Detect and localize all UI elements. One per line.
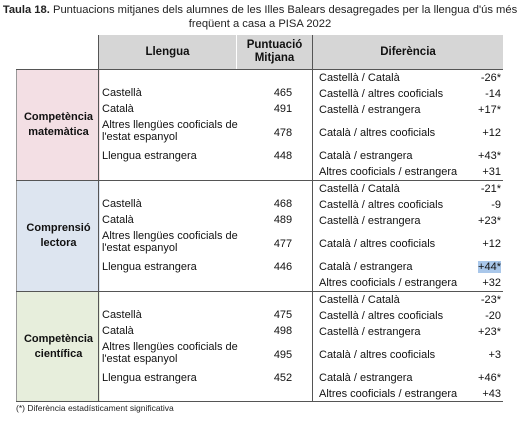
- mean-score: 475: [273, 309, 293, 321]
- difference-label: Català / estrangera: [319, 261, 413, 273]
- language-name: Castellà: [102, 198, 142, 210]
- language-name: Llengua estrangera: [102, 261, 197, 273]
- difference-value: +17*: [478, 104, 501, 116]
- difference-value: -9: [491, 199, 501, 211]
- table-title: Puntuacions mitjanes dels alumnes de les Illes Balears desagregades per la llengua d'ús més freqüent a casa a PISA 2022: [52, 4, 518, 30]
- difference-value: +23*: [478, 215, 501, 227]
- section-1: [16, 70, 503, 180]
- language-name: Altres llengües cooficials de l'estat espanyol: [102, 119, 238, 143]
- difference-label: Castellà / Català: [319, 294, 400, 306]
- difference-label: Català / estrangera: [319, 150, 413, 162]
- difference-label: Castellà / estrangera: [319, 215, 421, 227]
- difference-value: +32: [482, 277, 501, 289]
- language-name: Castellà: [102, 309, 142, 321]
- language-name: Català: [102, 325, 134, 337]
- difference-value: +44*: [478, 261, 501, 273]
- difference-value: +3: [488, 349, 501, 361]
- table-rule: [98, 35, 99, 401]
- difference-value: -21*: [480, 183, 501, 195]
- difference-value: +23*: [478, 326, 501, 338]
- difference-label: Català / estrangera: [319, 372, 413, 384]
- mean-score: 452: [273, 372, 293, 384]
- table-caption: [0, 3, 520, 31]
- footnote: (*) Diferència estadísticament significativa: [16, 403, 174, 413]
- difference-value: +31: [482, 166, 501, 178]
- difference-value: -26*: [480, 72, 501, 84]
- header-score: Puntuació Mitjana: [237, 35, 312, 69]
- mean-score: 498: [273, 325, 293, 337]
- mean-score: 446: [273, 261, 293, 273]
- section-2: [16, 181, 503, 291]
- difference-value: +46*: [478, 372, 501, 384]
- difference-label: Català / altres cooficials: [319, 127, 436, 139]
- table-rule: [16, 401, 503, 402]
- section-label: Competència matemàtica: [16, 70, 100, 180]
- section-3: [16, 292, 503, 402]
- difference-label: Altres cooficials / estrangera: [319, 166, 458, 178]
- language-name: Altres llengües cooficials de l'estat espanyol: [102, 341, 238, 365]
- table-rule: [16, 180, 503, 181]
- difference-label: Altres cooficials / estrangera: [319, 277, 458, 289]
- mean-score: 495: [273, 349, 293, 361]
- difference-value: +12: [482, 238, 501, 250]
- language-name: Català: [102, 103, 134, 115]
- language-name: Català: [102, 214, 134, 226]
- difference-label: Català / altres cooficials: [319, 349, 436, 361]
- difference-value: +43*: [478, 150, 501, 162]
- difference-value: -20: [485, 310, 501, 322]
- mean-score: 477: [273, 238, 293, 250]
- section-label: Competència científica: [16, 292, 100, 402]
- difference-label: Castellà / altres cooficials: [319, 310, 444, 322]
- mean-score: 489: [273, 214, 293, 226]
- table-rule: [16, 69, 503, 70]
- table-number: Taula 18.: [2, 4, 50, 16]
- header-difference: Diferència: [313, 35, 503, 69]
- mean-score: 468: [273, 198, 293, 210]
- difference-label: Castellà / Català: [319, 183, 400, 195]
- difference-label: Altres cooficials / estrangera: [319, 388, 458, 400]
- difference-value: -14: [485, 88, 501, 100]
- difference-label: Castellà / altres cooficials: [319, 88, 444, 100]
- language-name: Llengua estrangera: [102, 150, 197, 162]
- header-language: Llengua: [99, 35, 236, 69]
- language-name: Castellà: [102, 87, 142, 99]
- difference-label: Castellà / estrangera: [319, 104, 421, 116]
- mean-score: 478: [273, 127, 293, 139]
- section-label: Comprensió lectora: [16, 181, 100, 291]
- language-name: Llengua estrangera: [102, 372, 197, 384]
- difference-label: Castellà / altres cooficials: [319, 199, 444, 211]
- difference-value: +43: [482, 388, 501, 400]
- language-name: Altres llengües cooficials de l'estat espanyol: [102, 230, 238, 254]
- table-rule: [16, 291, 503, 292]
- mean-score: 491: [273, 103, 293, 115]
- mean-score: 448: [273, 150, 293, 162]
- difference-label: Castellà / estrangera: [319, 326, 421, 338]
- difference-label: Català / altres cooficials: [319, 238, 436, 250]
- difference-label: Castellà / Català: [319, 72, 400, 84]
- difference-value: -23*: [480, 294, 501, 306]
- mean-score: 465: [273, 87, 293, 99]
- table-rule: [312, 35, 313, 401]
- difference-value: +12: [482, 127, 501, 139]
